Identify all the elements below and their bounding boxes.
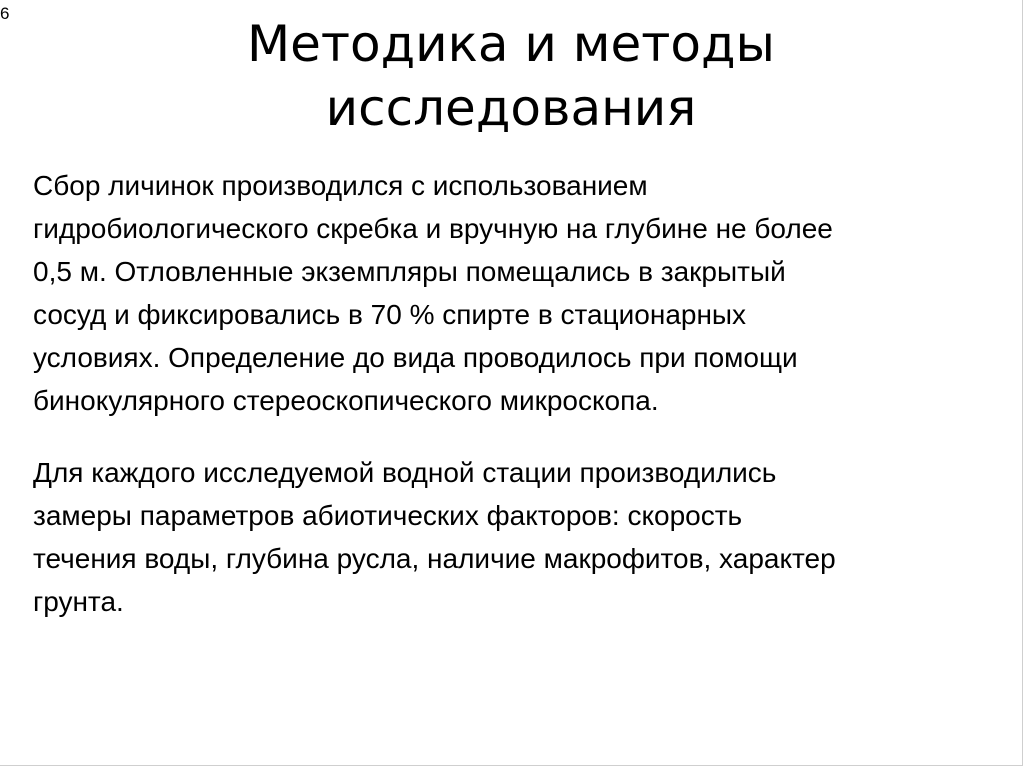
paragraph-line: замеры параметров абиотических факторов: скорость [33, 500, 743, 531]
paragraph-line: 0,5 м. Отловленные экземпляры помещались в закрытый [33, 256, 786, 287]
page-number: 6 [0, 4, 10, 23]
paragraph-line: сосуд и фиксировались в 70 % спирте в стационарных [33, 299, 747, 330]
paragraph-methods [33, 164, 1023, 422]
slide-title-line: исследования [325, 79, 697, 137]
slide-title-line: Методика и методы [246, 15, 776, 73]
paragraph-line: условиях. Определение до вида проводилось при помощи [33, 342, 798, 373]
paragraph-line: течения воды, глубина русла, наличие макрофитов, характер [33, 543, 836, 574]
paragraph-line: грунта. [33, 586, 124, 617]
paragraph-line: гидробиологического скребка и вручную на глубине не более [33, 213, 833, 244]
slide-title [0, 12, 1022, 140]
paragraph-line: бинокулярного стереоскопического микроскопа. [33, 385, 659, 416]
paragraph-line: Для каждого исследуемой водной стации производились [33, 457, 777, 488]
paragraph-line: Сбор личинок производился с использованием [33, 170, 648, 201]
paragraph-abiotic-factors [33, 451, 1023, 623]
